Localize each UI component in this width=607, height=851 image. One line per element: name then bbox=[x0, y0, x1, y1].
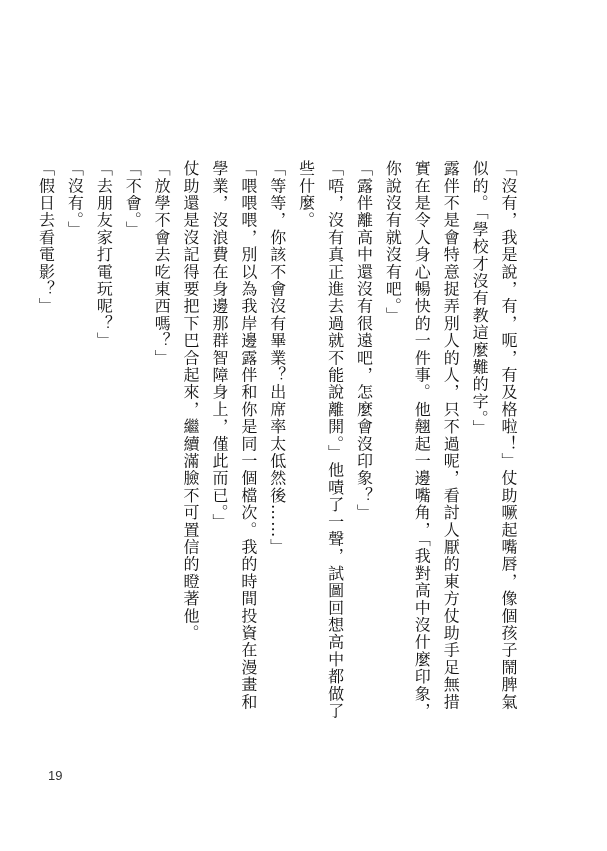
paragraph: 「等等，你該不會沒有畢業？出席率太低然後……」 bbox=[267, 160, 287, 556]
paragraph: 露伴不是會特意捉弄別人的人，只不過呢，看討人厭的東方仗助手足無措實在是令人身心暢快的一件事。他翹起一邊嘴角，「我對高中沒什麼印象，你說沒有就沒有吧。」 bbox=[383, 160, 461, 720]
paragraph: 「唔，沒有真正進去過就不能說離開。」他嘖了一聲，試圖回想高中都做了些什麼。 bbox=[296, 160, 345, 720]
paragraph: 「沒有，我是說，有，呃，有及格啦！」仗助噘起嘴唇，像個孩子鬧脾氣似的。「學校才沒有教這麼難的字。」 bbox=[470, 160, 518, 711]
vertical-text-body bbox=[31, 160, 522, 720]
paragraph: 「放學不會去吃東西嗎？」 bbox=[152, 160, 172, 367]
paragraph: 「露伴離高中還沒有很遠吧，怎麼會沒印象？」 bbox=[354, 160, 374, 522]
paragraph: 「不會。」 bbox=[123, 160, 143, 238]
paragraph: 「假日去看電影？」 bbox=[36, 160, 56, 315]
paragraph: 「去朋友家打電玩呢？」 bbox=[94, 160, 114, 350]
page-number: 19 bbox=[48, 768, 63, 783]
paragraph: 「沒有。」 bbox=[65, 160, 85, 238]
paragraph: 仗助還是沒記得要把下巴合起來，繼續滿臉不可置信的瞪著他。 bbox=[181, 160, 201, 642]
paragraph: 「喂喂喂，別以為我岸邊露伴和你是同一個檔次。我的時間投資在漫畫和學業，沒浪費在身邊那群智障身上，僅此而已。」 bbox=[209, 160, 258, 711]
